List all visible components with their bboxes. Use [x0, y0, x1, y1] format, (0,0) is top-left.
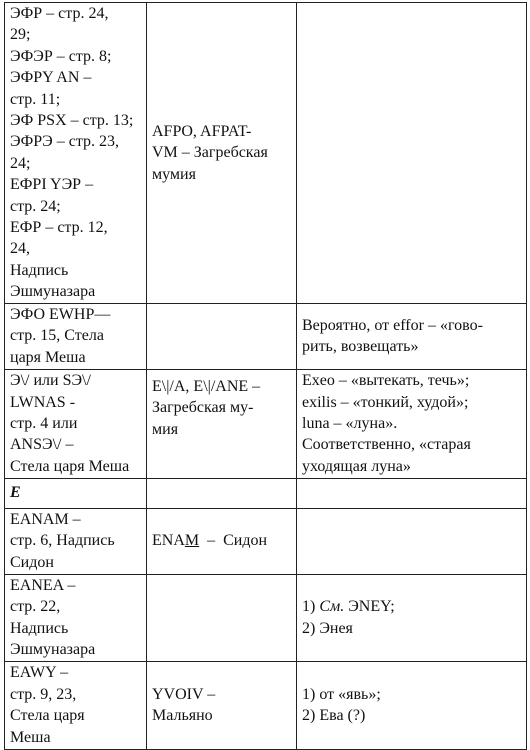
- source-cell: [5, 369, 147, 478]
- meaning-cell: [297, 3, 527, 304]
- meaning-cell: [297, 303, 527, 369]
- cell-line: AFPO, AFPAT-: [152, 122, 252, 140]
- cell-line: ЭФРЭ – стр. 23,: [10, 133, 120, 151]
- table-row: [5, 574, 527, 661]
- cell-line: 1) от «явь»;: [302, 685, 381, 703]
- cell-line: EAWY –: [10, 664, 69, 682]
- cell-line: EANEA –: [10, 576, 76, 594]
- cell-line: Э\/ или SЭ\/: [10, 372, 91, 390]
- cell-line: стр. 6, Надпись: [10, 532, 115, 550]
- cell-line: стр. 11;: [10, 90, 61, 108]
- cell-line: стр. 9, 23,: [10, 685, 77, 703]
- meaning-cell: [297, 661, 527, 749]
- see-reference: См.: [319, 598, 345, 616]
- meaning-cell: [297, 369, 527, 478]
- cell-line: [302, 596, 526, 617]
- cell-line: 29;: [10, 26, 31, 44]
- underlined-letter: M: [184, 532, 200, 550]
- cell-line: Exeo – «вытекать, течь»;: [302, 372, 470, 390]
- cell-line: 24,: [10, 240, 30, 258]
- cell-line: Сидон: [10, 553, 54, 571]
- source-cell: [5, 508, 147, 574]
- table-row: [5, 303, 527, 369]
- cell-line: 2) Энея: [302, 619, 353, 637]
- cell-line: Меша: [10, 728, 51, 746]
- cell-line: Соответственно, «старая: [302, 436, 471, 454]
- cell-line: 24;: [10, 154, 31, 172]
- cell-line: мия: [152, 420, 179, 438]
- cell-line: E\|/A, E\|/ANE –: [152, 377, 261, 395]
- source-cell: [5, 3, 147, 304]
- empty-cell: [147, 478, 297, 508]
- cell-line: ЭФ PSX – стр. 13;: [10, 112, 134, 130]
- cell-line: EANAM –: [10, 511, 81, 529]
- cell-line: exilis – «тонкий, худой»;: [302, 393, 469, 411]
- cell-line: Стела царя: [10, 707, 85, 725]
- cell-line: рить, возвещать»: [302, 338, 419, 356]
- meaning-cell: [297, 574, 527, 661]
- cell-line: ЕФРI YЭР –: [10, 176, 94, 194]
- parallel-cell: [147, 369, 297, 478]
- source-cell: [5, 303, 147, 369]
- table-row: [5, 661, 527, 749]
- section-heading: [5, 478, 147, 508]
- parallel-cell: [147, 508, 297, 574]
- cell-line: стр. 22,: [10, 598, 61, 616]
- empty-cell: [297, 478, 527, 508]
- cell-line: уходящая луна»: [302, 457, 411, 475]
- cell-line: Загребская му-: [152, 399, 254, 417]
- cell-line: ЕФР – стр. 12,: [10, 219, 108, 237]
- cell-line: 2) Ева (?): [302, 707, 366, 725]
- cell-line: Эшмуназара: [10, 283, 96, 301]
- parallel-cell: [147, 661, 297, 749]
- cell-line: [152, 530, 296, 551]
- section-letter: E: [10, 484, 21, 502]
- cell-line: luna – «луна».: [302, 414, 398, 432]
- cell-line: ЭФРY AN –: [10, 69, 92, 87]
- word-suffix: – Сидон: [199, 532, 268, 550]
- cell-line: мумия: [152, 165, 196, 183]
- reference-word: ЭNEY;: [348, 598, 395, 616]
- parallel-cell: [147, 303, 297, 369]
- cell-line: царя Меша: [10, 348, 86, 366]
- cell-line: ANSЭ\/ –: [10, 436, 74, 454]
- cell-line: Вероятно, от effor – «гово-: [302, 316, 483, 334]
- cell-line: LWNAS -: [10, 393, 76, 411]
- table-row: [5, 3, 527, 304]
- cell-line: ЭФР – стр. 24,: [10, 5, 109, 22]
- table-row: [5, 508, 527, 574]
- word-prefix: ENA: [152, 532, 185, 550]
- cell-line: Надпись: [10, 261, 69, 279]
- meaning-cell: [297, 508, 527, 574]
- cell-line: стр. 24;: [10, 197, 61, 215]
- glossary-table: [4, 2, 527, 750]
- cell-line: Эшмуназара: [10, 641, 96, 659]
- cell-line: ЭФЭР – стр. 8;: [10, 47, 112, 65]
- source-cell: [5, 574, 147, 661]
- cell-line: Стела царя Меша: [10, 457, 130, 475]
- table-row: [5, 369, 527, 478]
- cell-line: ЭФО EWHP—: [10, 306, 111, 324]
- cell-line: Мальяно: [152, 707, 213, 725]
- cell-line: Надпись: [10, 619, 69, 637]
- cell-line: стр. 15, Стела: [10, 327, 104, 345]
- source-cell: [5, 661, 147, 749]
- parallel-cell: [147, 3, 297, 304]
- cell-line: стр. 4 или: [10, 414, 78, 432]
- parallel-cell: [147, 574, 297, 661]
- list-number: 1): [302, 598, 316, 616]
- cell-line: YVOIV –: [152, 685, 216, 703]
- section-row: [5, 478, 527, 508]
- cell-line: VM – Загребская: [152, 144, 268, 162]
